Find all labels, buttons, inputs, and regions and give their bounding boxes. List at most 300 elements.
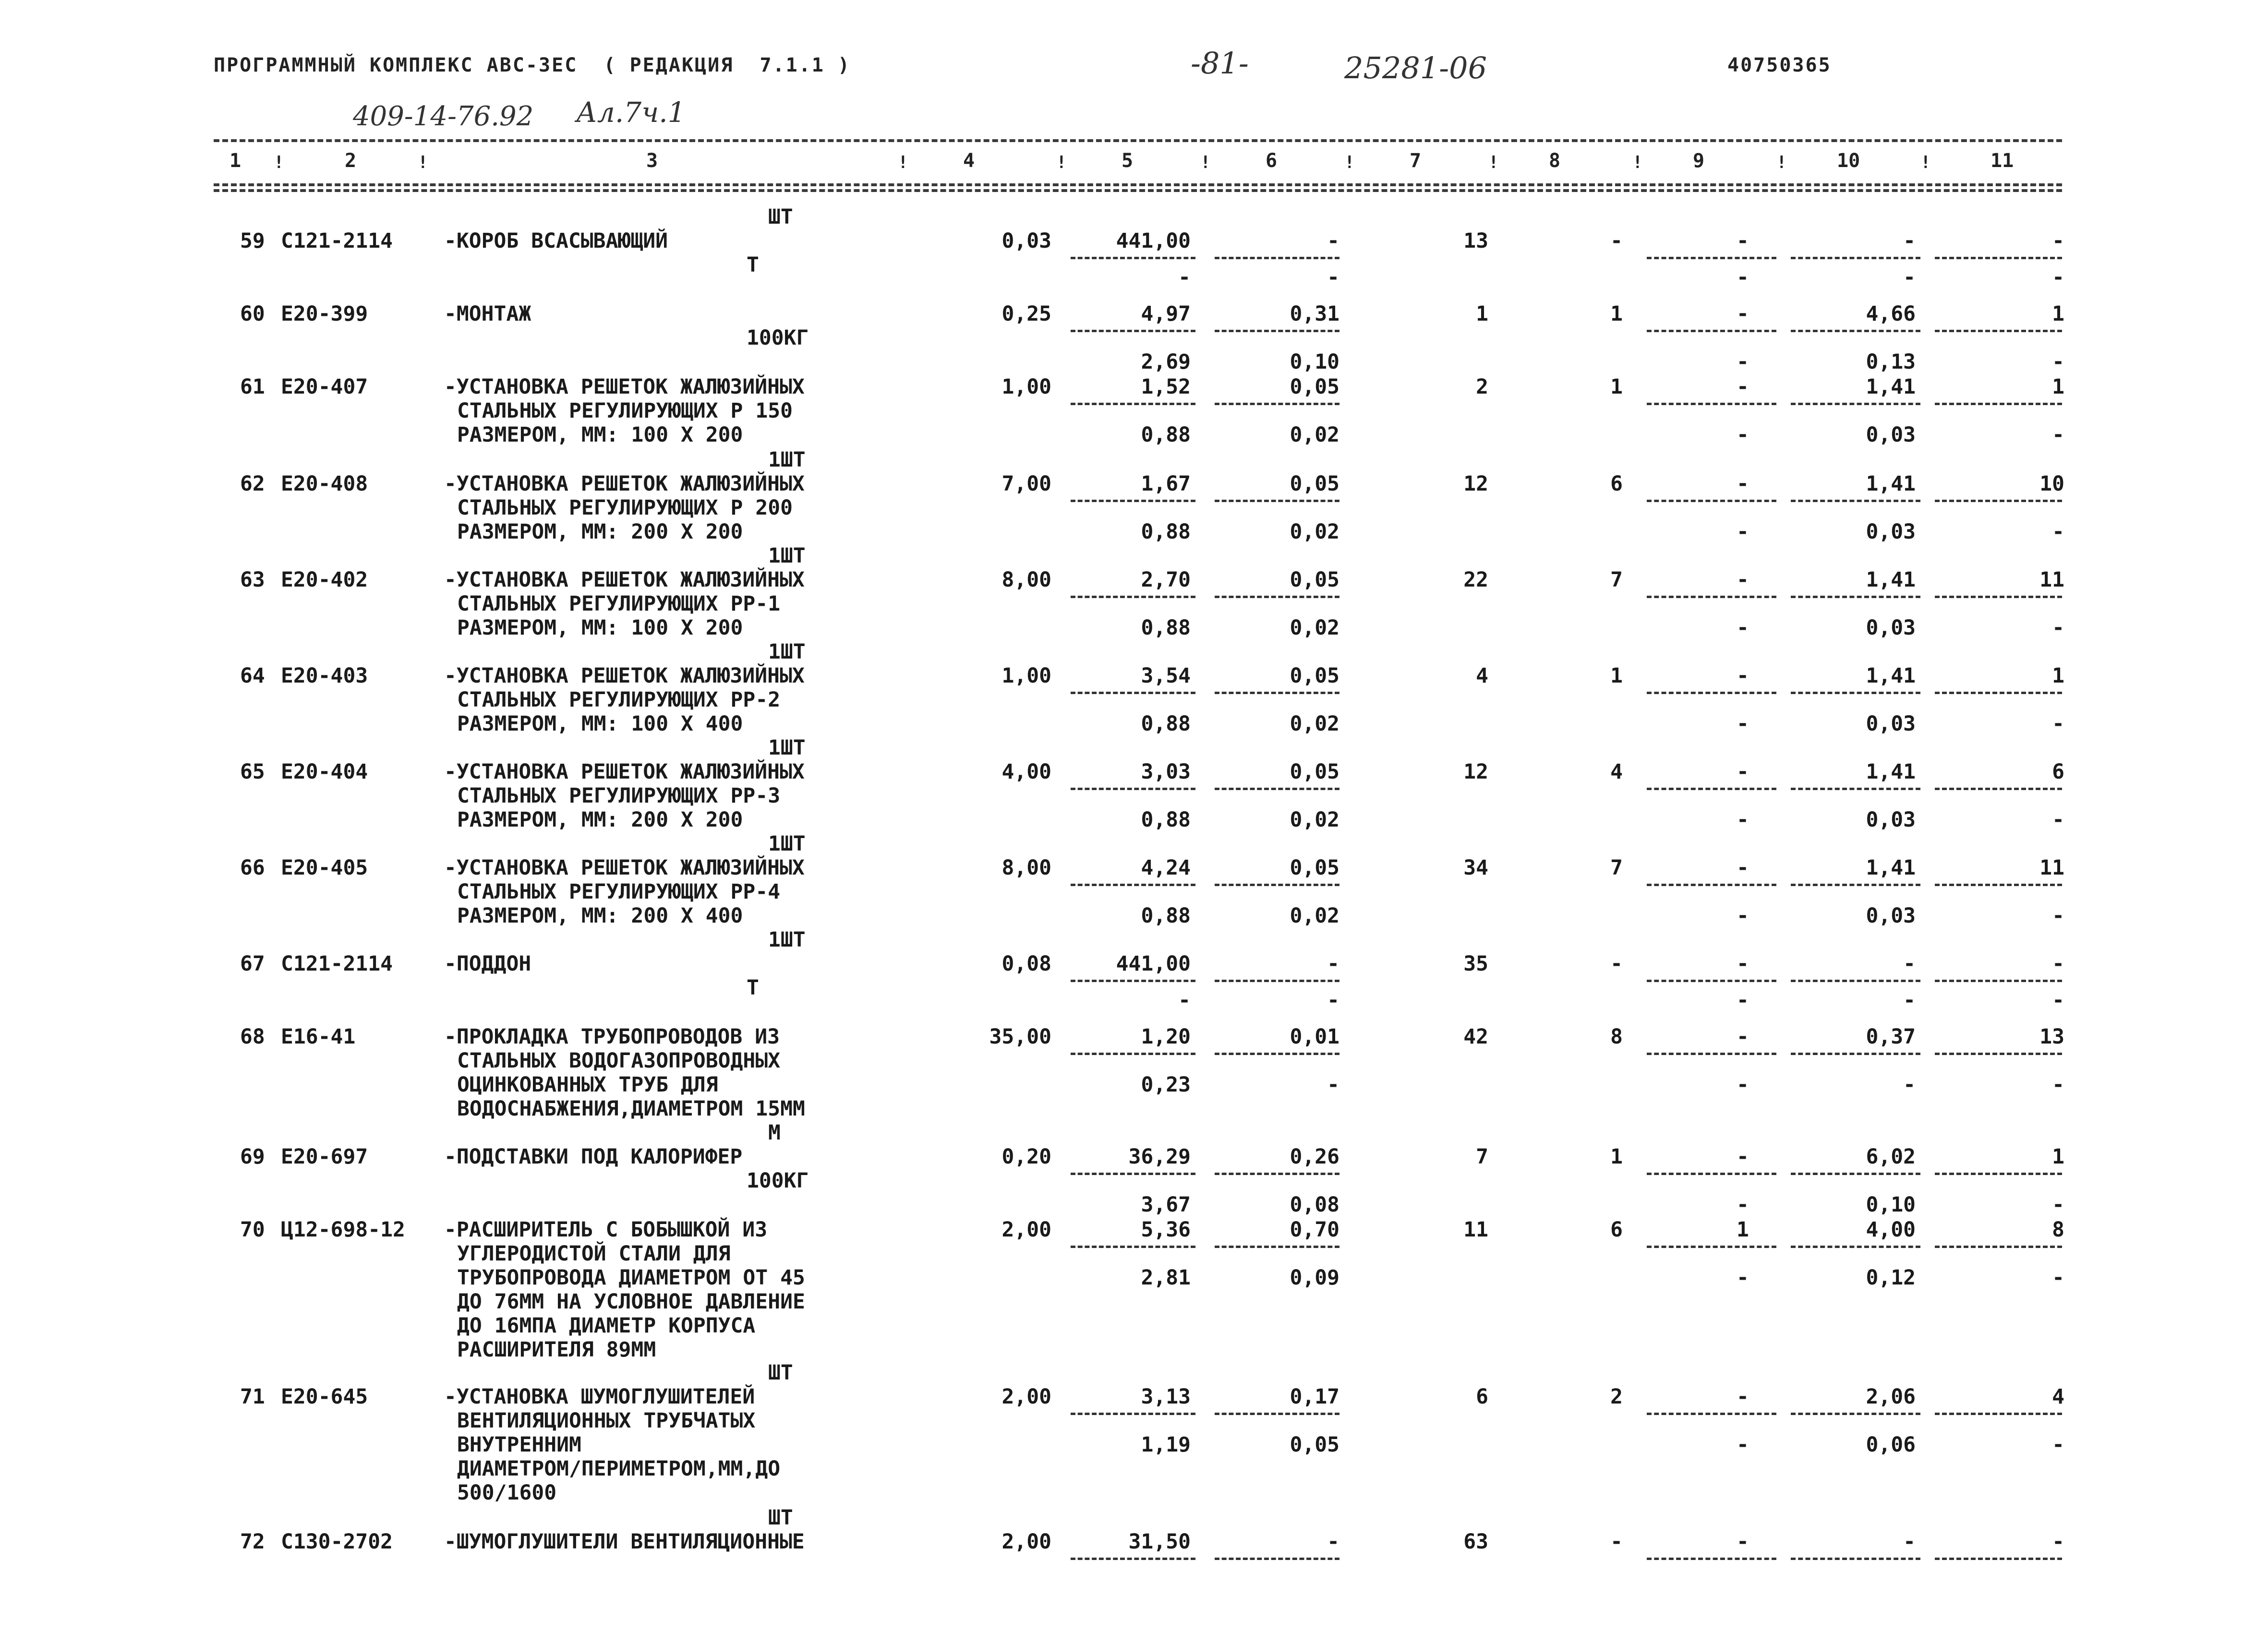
work-title: -РАСШИРИТЕЛЬ С БОБЫШКОЙ ИЗ bbox=[444, 1218, 768, 1242]
value-underline bbox=[1647, 692, 1776, 694]
machine-cost-lower: 0,08 bbox=[1290, 1193, 1339, 1217]
work-title-continued: ВОДОСНАБЖЕНИЯ,ДИАМЕТРОМ 15ММ bbox=[457, 1097, 805, 1121]
machine-cost-lower: - bbox=[1327, 265, 1339, 289]
unit-cost-lower: 2,69 bbox=[1141, 350, 1191, 374]
quantity: 1,00 bbox=[1001, 375, 1051, 399]
page-number: -81- bbox=[1191, 46, 1249, 81]
value-underline bbox=[1647, 1413, 1776, 1415]
work-title-continued: СТАЛЬНЫХ РЕГУЛИРУЮЩИХ Р 150 bbox=[457, 399, 793, 423]
col9-value: - bbox=[1737, 1385, 1749, 1409]
col10-value: - bbox=[1903, 1530, 1916, 1554]
value-underline bbox=[1215, 1413, 1339, 1415]
quantity: 35,00 bbox=[989, 1025, 1051, 1049]
column-number: 3 bbox=[646, 150, 658, 172]
work-title-continued: СТАЛЬНЫХ РЕГУЛИРУЮЩИХ РР-3 bbox=[457, 784, 781, 808]
col9-value: - bbox=[1737, 568, 1749, 592]
col9-lower: - bbox=[1737, 1193, 1749, 1217]
work-title-continued: РАЗМЕРОМ, ММ: 100 Х 400 bbox=[457, 712, 743, 736]
work-title-continued: СТАЛЬНЫХ РЕГУЛИРУЮЩИХ РР-4 bbox=[457, 880, 781, 904]
rate-code: Е20-407 bbox=[281, 375, 368, 399]
col11-lower: - bbox=[2052, 265, 2064, 289]
rate-code: Е20-645 bbox=[281, 1385, 368, 1409]
value-underline bbox=[1215, 692, 1339, 694]
work-title-continued: СТАЛЬНЫХ РЕГУЛИРУЮЩИХ РР-1 bbox=[457, 592, 781, 616]
quantity: 0,20 bbox=[1001, 1145, 1051, 1169]
rate-code: Е20-403 bbox=[281, 664, 368, 688]
col9-lower: - bbox=[1737, 1266, 1749, 1290]
work-title: -УСТАНОВКА ШУМОГЛУШИТЕЛЕЙ bbox=[444, 1385, 755, 1409]
value-underline bbox=[1071, 1413, 1195, 1415]
row-number: 66 bbox=[240, 856, 265, 880]
value-underline bbox=[1791, 1558, 1920, 1560]
value-underline bbox=[1647, 330, 1776, 332]
value-underline bbox=[1791, 692, 1920, 694]
unit-label: ШТ bbox=[768, 205, 793, 229]
machine-cost-lower: 0,10 bbox=[1290, 350, 1339, 374]
value-underline bbox=[1935, 980, 2062, 982]
col10-value: 2,06 bbox=[1866, 1385, 1916, 1409]
total-cost: 35 bbox=[1463, 952, 1488, 976]
value-underline bbox=[1935, 1173, 2062, 1175]
value-underline bbox=[1071, 257, 1195, 259]
unit-cost: 31,50 bbox=[1128, 1530, 1191, 1554]
value-underline bbox=[1215, 257, 1339, 259]
value-underline bbox=[1935, 692, 2062, 694]
value-underline bbox=[1791, 980, 1920, 982]
value-underline bbox=[1071, 1246, 1195, 1248]
rate-code: С121-2114 bbox=[281, 229, 393, 253]
col10-value: 1,41 bbox=[1866, 472, 1916, 496]
col11-lower: - bbox=[2052, 1433, 2064, 1457]
machine-cost: 0,05 bbox=[1290, 664, 1339, 688]
machine-cost: - bbox=[1327, 1530, 1339, 1554]
value-underline bbox=[1935, 1413, 2062, 1415]
column-number: 2 bbox=[345, 150, 357, 172]
wage-cost: 6 bbox=[1610, 1218, 1623, 1242]
unit-label: 1ШТ bbox=[768, 448, 806, 472]
col9-value: - bbox=[1737, 1025, 1749, 1049]
total-cost: 7 bbox=[1476, 1145, 1488, 1169]
quantity: 0,08 bbox=[1001, 952, 1051, 976]
value-underline bbox=[1647, 500, 1776, 502]
value-underline bbox=[1791, 257, 1920, 259]
value-underline bbox=[1215, 596, 1339, 598]
col10-value: 0,37 bbox=[1866, 1025, 1916, 1049]
col10-value: - bbox=[1903, 229, 1916, 253]
wage-cost: 7 bbox=[1610, 568, 1623, 592]
col11-lower: - bbox=[2052, 1073, 2064, 1097]
col11-lower: - bbox=[2052, 904, 2064, 928]
machine-cost-lower: 0,02 bbox=[1290, 616, 1339, 640]
column-separator: ! bbox=[898, 153, 908, 172]
col11-lower: - bbox=[2052, 350, 2064, 374]
column-number: 11 bbox=[1991, 150, 2014, 172]
row-number: 72 bbox=[240, 1530, 265, 1554]
value-underline bbox=[1935, 500, 2062, 502]
row-number: 59 bbox=[240, 229, 265, 253]
work-title-continued: РАЗМЕРОМ, ММ: 100 Х 200 bbox=[457, 423, 743, 447]
rate-code: Е20-697 bbox=[281, 1145, 368, 1169]
total-cost: 4 bbox=[1476, 664, 1488, 688]
work-title: -ШУМОГЛУШИТЕЛИ ВЕНТИЛЯЦИОННЫЕ bbox=[444, 1530, 805, 1554]
col9-value: - bbox=[1737, 375, 1749, 399]
col9-lower: - bbox=[1737, 616, 1749, 640]
unit-cost: 1,52 bbox=[1141, 375, 1191, 399]
column-number: 1 bbox=[229, 150, 241, 172]
unit-cost: 441,00 bbox=[1116, 229, 1191, 253]
document-number: 25281-06 bbox=[1344, 50, 1487, 85]
col9-lower: - bbox=[1737, 712, 1749, 736]
unit-label: Т bbox=[747, 253, 759, 277]
row-number: 63 bbox=[240, 568, 265, 592]
value-underline bbox=[1215, 500, 1339, 502]
value-underline bbox=[1935, 1558, 2062, 1560]
total-cost: 12 bbox=[1463, 760, 1488, 784]
unit-cost: 4,24 bbox=[1141, 856, 1191, 880]
column-separator: ! bbox=[1056, 153, 1067, 172]
machine-cost: 0,05 bbox=[1290, 375, 1339, 399]
value-underline bbox=[1791, 1053, 1920, 1055]
value-underline bbox=[1647, 1558, 1776, 1560]
code-number: 40750365 bbox=[1727, 54, 1832, 76]
wage-cost: 7 bbox=[1610, 856, 1623, 880]
machine-cost-lower: 0,02 bbox=[1290, 904, 1339, 928]
quantity: 8,00 bbox=[1001, 568, 1051, 592]
work-title-continued: ТРУБОПРОВОДА ДИАМЕТРОМ ОТ 45 bbox=[457, 1266, 805, 1290]
col10-value: 1,41 bbox=[1866, 568, 1916, 592]
col9-lower: - bbox=[1737, 520, 1749, 544]
work-title-continued: ДО 16МПА ДИАМЕТР КОРПУСА bbox=[457, 1314, 756, 1338]
col9-value: - bbox=[1737, 664, 1749, 688]
machine-cost: 0,17 bbox=[1290, 1385, 1339, 1409]
col11-lower: - bbox=[2052, 1266, 2064, 1290]
value-underline bbox=[1215, 788, 1339, 790]
machine-cost-lower: 0,05 bbox=[1290, 1433, 1339, 1457]
column-separator: ! bbox=[418, 153, 428, 172]
value-underline bbox=[1647, 596, 1776, 598]
work-title-continued: ДО 76ММ НА УСЛОВНОЕ ДАВЛЕНИЕ bbox=[457, 1290, 805, 1314]
col11-value: 11 bbox=[2039, 856, 2064, 880]
col9-lower: - bbox=[1737, 904, 1749, 928]
quantity: 0,03 bbox=[1001, 229, 1051, 253]
work-title-continued: ДИАМЕТРОМ/ПЕРИМЕТРОМ,ММ,ДО bbox=[457, 1457, 781, 1481]
column-separator: ! bbox=[1488, 153, 1499, 172]
work-title-continued: УГЛЕРОДИСТОЙ СТАЛИ ДЛЯ bbox=[457, 1242, 731, 1266]
column-number: 4 bbox=[963, 150, 975, 172]
quantity: 2,00 bbox=[1001, 1385, 1051, 1409]
unit-cost-lower: 2,81 bbox=[1141, 1266, 1191, 1290]
column-separator: ! bbox=[1344, 153, 1355, 172]
value-underline bbox=[1647, 980, 1776, 982]
column-number: 5 bbox=[1122, 150, 1134, 172]
unit-cost-lower: 0,88 bbox=[1141, 423, 1191, 447]
total-cost: 34 bbox=[1463, 856, 1488, 880]
wage-cost: 2 bbox=[1610, 1385, 1623, 1409]
col10-lower: 0,03 bbox=[1866, 712, 1916, 736]
value-underline bbox=[1935, 596, 2062, 598]
col9-value: - bbox=[1737, 302, 1749, 326]
work-title-continued: 500/1600 bbox=[457, 1481, 557, 1505]
value-underline bbox=[1647, 403, 1776, 405]
machine-cost-lower: 0,02 bbox=[1290, 423, 1339, 447]
col9-value: - bbox=[1737, 472, 1749, 496]
col10-value: 4,66 bbox=[1866, 302, 1916, 326]
row-number: 62 bbox=[240, 472, 265, 496]
value-underline bbox=[1791, 403, 1920, 405]
machine-cost-lower: 0,09 bbox=[1290, 1266, 1339, 1290]
unit-cost-lower: 0,23 bbox=[1141, 1073, 1191, 1097]
value-underline bbox=[1935, 788, 2062, 790]
work-title: -УСТАНОВКА РЕШЕТОК ЖАЛЮЗИЙНЫХ bbox=[444, 568, 805, 592]
col10-lower: 0,12 bbox=[1866, 1266, 1916, 1290]
machine-cost: 0,01 bbox=[1290, 1025, 1339, 1049]
value-underline bbox=[1647, 1246, 1776, 1248]
col9-lower: - bbox=[1737, 988, 1749, 1012]
work-title-continued: РАЗМЕРОМ, ММ: 200 Х 200 bbox=[457, 520, 743, 544]
work-title-continued: СТАЛЬНЫХ РЕГУЛИРУЮЩИХ РР-2 bbox=[457, 688, 781, 712]
col9-lower: - bbox=[1737, 1073, 1749, 1097]
col11-lower: - bbox=[2052, 616, 2064, 640]
work-title: -УСТАНОВКА РЕШЕТОК ЖАЛЮЗИЙНЫХ bbox=[444, 472, 805, 496]
value-underline bbox=[1215, 980, 1339, 982]
wage-cost: 1 bbox=[1610, 302, 1623, 326]
col9-value: - bbox=[1737, 760, 1749, 784]
col10-lower: 0,03 bbox=[1866, 904, 1916, 928]
col11-value: 4 bbox=[2052, 1385, 2064, 1409]
machine-cost-lower: - bbox=[1327, 988, 1339, 1012]
rate-code: С121-2114 bbox=[281, 952, 393, 976]
unit-cost-lower: 0,88 bbox=[1141, 808, 1191, 832]
value-underline bbox=[1071, 403, 1195, 405]
col10-lower: 0,03 bbox=[1866, 616, 1916, 640]
machine-cost: 0,31 bbox=[1290, 302, 1339, 326]
machine-cost-lower: 0,02 bbox=[1290, 808, 1339, 832]
unit-cost: 4,97 bbox=[1141, 302, 1191, 326]
quantity: 7,00 bbox=[1001, 472, 1051, 496]
col11-value: - bbox=[2052, 952, 2064, 976]
quantity: 2,00 bbox=[1001, 1218, 1051, 1242]
unit-cost-lower: 0,88 bbox=[1141, 712, 1191, 736]
value-underline bbox=[1791, 884, 1920, 886]
row-number: 69 bbox=[240, 1145, 265, 1169]
value-underline bbox=[1791, 788, 1920, 790]
col11-lower: - bbox=[2052, 808, 2064, 832]
row-number: 64 bbox=[240, 664, 265, 688]
col10-lower: 0,13 bbox=[1866, 350, 1916, 374]
work-title-continued: СТАЛЬНЫХ РЕГУЛИРУЮЩИХ Р 200 bbox=[457, 496, 793, 520]
unit-label: 1ШТ bbox=[768, 832, 806, 856]
value-underline bbox=[1215, 403, 1339, 405]
column-separator: ! bbox=[1776, 153, 1787, 172]
col9-lower: - bbox=[1737, 1433, 1749, 1457]
work-title: -МОНТАЖ bbox=[444, 302, 531, 326]
total-cost: 2 bbox=[1476, 375, 1488, 399]
rate-code: Е16-41 bbox=[281, 1025, 356, 1049]
value-underline bbox=[1071, 980, 1195, 982]
unit-cost: 2,70 bbox=[1141, 568, 1191, 592]
unit-cost: 36,29 bbox=[1128, 1145, 1191, 1169]
col11-lower: - bbox=[2052, 712, 2064, 736]
value-underline bbox=[1935, 1053, 2062, 1055]
work-title-continued: ВНУТРЕННИМ bbox=[457, 1433, 581, 1457]
col9-value: - bbox=[1737, 1145, 1749, 1169]
value-underline bbox=[1071, 1173, 1195, 1175]
rate-code: Е20-408 bbox=[281, 472, 368, 496]
col11-value: 1 bbox=[2052, 375, 2064, 399]
work-title: -ПОДДОН bbox=[444, 952, 531, 976]
col11-value: - bbox=[2052, 229, 2064, 253]
column-number: 7 bbox=[1410, 150, 1422, 172]
col11-lower: - bbox=[2052, 1193, 2064, 1217]
unit-cost: 441,00 bbox=[1116, 952, 1191, 976]
value-underline bbox=[1071, 884, 1195, 886]
value-underline bbox=[1071, 692, 1195, 694]
col10-value: 1,41 bbox=[1866, 664, 1916, 688]
unit-cost: 5,36 bbox=[1141, 1218, 1191, 1242]
col10-lower: 0,06 bbox=[1866, 1433, 1916, 1457]
value-underline bbox=[1935, 403, 2062, 405]
column-number: 6 bbox=[1266, 150, 1278, 172]
value-underline bbox=[1071, 1053, 1195, 1055]
unit-cost: 3,54 bbox=[1141, 664, 1191, 688]
unit-label: 1ШТ bbox=[768, 544, 806, 568]
row-number: 67 bbox=[240, 952, 265, 976]
unit-cost: 3,03 bbox=[1141, 760, 1191, 784]
col11-value: - bbox=[2052, 1530, 2064, 1554]
work-title-continued: ВЕНТИЛЯЦИОННЫХ ТРУБЧАТЫХ bbox=[457, 1409, 756, 1433]
value-underline bbox=[1791, 596, 1920, 598]
col9-value: - bbox=[1737, 229, 1749, 253]
value-underline bbox=[1215, 330, 1339, 332]
column-separator: ! bbox=[1920, 153, 1931, 172]
machine-cost: 0,05 bbox=[1290, 472, 1339, 496]
value-underline bbox=[1791, 330, 1920, 332]
col11-lower: - bbox=[2052, 423, 2064, 447]
machine-cost: 0,26 bbox=[1290, 1145, 1339, 1169]
rate-code: Е20-405 bbox=[281, 856, 368, 880]
value-underline bbox=[1647, 1173, 1776, 1175]
rate-code: Е20-404 bbox=[281, 760, 368, 784]
column-number: 9 bbox=[1693, 150, 1705, 172]
value-underline bbox=[1647, 884, 1776, 886]
value-underline bbox=[1791, 1246, 1920, 1248]
unit-label: 1ШТ bbox=[768, 736, 806, 760]
quantity: 1,00 bbox=[1001, 664, 1051, 688]
column-separator: ! bbox=[1200, 153, 1211, 172]
work-title-continued: РАЗМЕРОМ, ММ: 100 Х 200 bbox=[457, 616, 743, 640]
rate-code: Е20-399 bbox=[281, 302, 368, 326]
wage-cost: - bbox=[1610, 229, 1623, 253]
machine-cost: 0,05 bbox=[1290, 760, 1339, 784]
unit-label: 1ШТ bbox=[768, 640, 806, 664]
rate-code: Е20-402 bbox=[281, 568, 368, 592]
machine-cost: 0,05 bbox=[1290, 856, 1339, 880]
rate-code: Ц12-698-12 bbox=[281, 1218, 405, 1242]
wage-cost: 4 bbox=[1610, 760, 1623, 784]
work-title-continued: СТАЛЬНЫХ ВОДОГАЗОПРОВОДНЫХ bbox=[457, 1049, 781, 1073]
value-underline bbox=[1071, 500, 1195, 502]
column-separator: ! bbox=[1632, 153, 1643, 172]
total-cost: 12 bbox=[1463, 472, 1488, 496]
col10-lower: - bbox=[1903, 988, 1916, 1012]
unit-label: 100КГ bbox=[747, 1169, 809, 1193]
value-underline bbox=[1215, 1558, 1339, 1560]
machine-cost: - bbox=[1327, 229, 1339, 253]
quantity: 8,00 bbox=[1001, 856, 1051, 880]
col10-value: 1,41 bbox=[1866, 856, 1916, 880]
total-cost: 11 bbox=[1463, 1218, 1488, 1242]
col9-value: - bbox=[1737, 952, 1749, 976]
machine-cost: 0,05 bbox=[1290, 568, 1339, 592]
value-underline bbox=[1071, 788, 1195, 790]
work-title-continued: РАЗМЕРОМ, ММ: 200 Х 400 bbox=[457, 904, 743, 928]
wage-cost: 1 bbox=[1610, 1145, 1623, 1169]
work-title: -УСТАНОВКА РЕШЕТОК ЖАЛЮЗИЙНЫХ bbox=[444, 375, 805, 399]
unit-label: 1ШТ bbox=[768, 928, 806, 952]
col9-value: - bbox=[1737, 1530, 1749, 1554]
col11-value: 8 bbox=[2052, 1218, 2064, 1242]
unit-label: ШТ bbox=[768, 1361, 793, 1385]
unit-label: Т bbox=[747, 976, 759, 1000]
machine-cost-lower: 0,02 bbox=[1290, 712, 1339, 736]
value-underline bbox=[1071, 596, 1195, 598]
album-number: Ал.7ч.1 bbox=[576, 96, 686, 129]
value-underline bbox=[1215, 1053, 1339, 1055]
value-underline bbox=[1071, 330, 1195, 332]
project-number: 409-14-76.92 bbox=[353, 101, 534, 132]
unit-cost-lower: 0,88 bbox=[1141, 520, 1191, 544]
unit-cost-lower: 0,88 bbox=[1141, 616, 1191, 640]
column-number: 10 bbox=[1837, 150, 1860, 172]
col9-value: - bbox=[1737, 856, 1749, 880]
col10-lower: - bbox=[1903, 265, 1916, 289]
unit-label: ШТ bbox=[768, 1506, 793, 1530]
col9-lower: - bbox=[1737, 423, 1749, 447]
unit-cost-lower: 3,67 bbox=[1141, 1193, 1191, 1217]
total-cost: 13 bbox=[1463, 229, 1488, 253]
unit-cost: 3,13 bbox=[1141, 1385, 1191, 1409]
header-rule-bottom-2 bbox=[214, 189, 2062, 192]
wage-cost: 8 bbox=[1610, 1025, 1623, 1049]
total-cost: 42 bbox=[1463, 1025, 1488, 1049]
work-title: -УСТАНОВКА РЕШЕТОК ЖАЛЮЗИЙНЫХ bbox=[444, 664, 805, 688]
work-title: -УСТАНОВКА РЕШЕТОК ЖАЛЮЗИЙНЫХ bbox=[444, 856, 805, 880]
work-title: -КОРОБ ВСАСЫВАЮЩИЙ bbox=[444, 229, 668, 253]
work-title: -ПОДСТАВКИ ПОД КАЛОРИФЕР bbox=[444, 1145, 743, 1169]
unit-cost: 1,67 bbox=[1141, 472, 1191, 496]
header-rule-bottom bbox=[214, 183, 2062, 186]
unit-cost-lower: - bbox=[1178, 988, 1191, 1012]
header-rule-top bbox=[214, 139, 2062, 142]
value-underline bbox=[1935, 330, 2062, 332]
col10-lower: 0,03 bbox=[1866, 423, 1916, 447]
total-cost: 1 bbox=[1476, 302, 1488, 326]
column-separator: ! bbox=[274, 153, 284, 172]
machine-cost-lower: 0,02 bbox=[1290, 520, 1339, 544]
value-underline bbox=[1935, 257, 2062, 259]
value-underline bbox=[1935, 1246, 2062, 1248]
col10-lower: 0,03 bbox=[1866, 520, 1916, 544]
col9-lower: - bbox=[1737, 265, 1749, 289]
unit-label: 100КГ bbox=[747, 326, 809, 350]
value-underline bbox=[1935, 884, 2062, 886]
col11-lower: - bbox=[2052, 988, 2064, 1012]
col11-value: 10 bbox=[2039, 472, 2064, 496]
unit-cost-lower: 1,19 bbox=[1141, 1433, 1191, 1457]
row-number: 70 bbox=[240, 1218, 265, 1242]
col10-value: 6,02 bbox=[1866, 1145, 1916, 1169]
value-underline bbox=[1647, 788, 1776, 790]
